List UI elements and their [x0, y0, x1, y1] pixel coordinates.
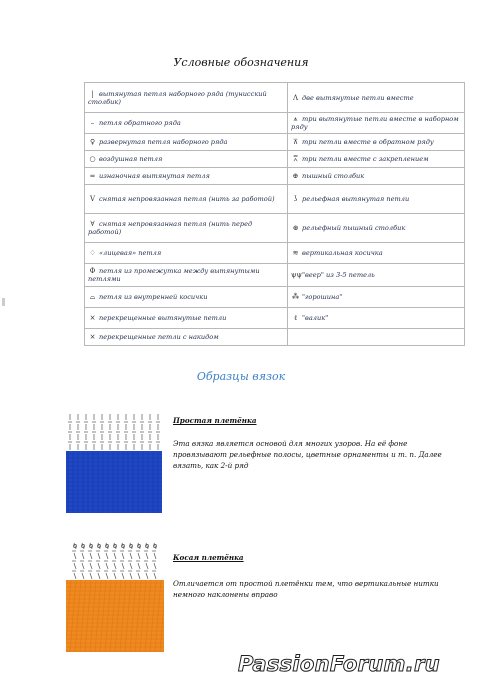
legend-cell-right	[288, 151, 465, 168]
stitch-symbol-icon: ⌓	[89, 293, 96, 301]
legend-label: "валик"	[302, 314, 329, 322]
sample-1-description: Эта вязка является основой для многих узоров. На её фоне провязывают рельефные полосы, цветные орнаменты и т. п. Далее вязать, как 2-й ряд	[173, 439, 442, 470]
stitch-symbol-icon: Φ	[89, 267, 96, 275]
stitch-symbol-icon: ♀	[89, 138, 96, 146]
legend-cell-left	[85, 113, 288, 134]
legend-cell-right	[288, 168, 465, 185]
legend-label: вертикальная косичка	[302, 249, 383, 257]
legend-cell-right	[288, 113, 465, 134]
legend-cell-right	[288, 308, 465, 329]
stitch-symbol-icon: Λ	[292, 93, 299, 102]
stitch-symbol-icon: ⊼	[292, 138, 299, 146]
sample-1-swatch-photo	[66, 451, 162, 513]
legend-cell-left	[85, 287, 288, 308]
legend-table	[84, 82, 465, 346]
stitch-symbol-icon: |	[91, 89, 94, 98]
stitch-symbol-icon: –	[90, 119, 95, 127]
legend-label: рельефный пышный столбик	[302, 224, 406, 232]
legend-row	[85, 83, 465, 113]
legend-cell-left	[85, 83, 288, 113]
legend-row	[85, 308, 465, 329]
legend-cell-left	[85, 264, 288, 287]
stitch-symbol-icon: ʖ	[293, 195, 298, 203]
legend-row	[85, 214, 465, 243]
stitch-symbol-icon: ψψ	[291, 271, 302, 279]
legend-cell-left	[85, 185, 288, 214]
legend-row	[85, 151, 465, 168]
stitch-symbol-icon: ⩞	[293, 155, 298, 163]
legend-label: "горошина"	[302, 293, 343, 301]
legend-row	[85, 329, 465, 346]
stitch-symbol-icon: ≂	[89, 172, 96, 180]
legend-label: три петли вместе в обратном ряду	[302, 138, 434, 146]
stitch-symbol-icon: ⊕	[292, 172, 299, 180]
legend-cell-left	[85, 134, 288, 151]
legend-cell-right	[288, 185, 465, 214]
legend-label: петля обратного ряда	[99, 119, 181, 127]
stitch-symbol-icon: ℓ	[293, 314, 298, 322]
stitch-symbol-icon: ⁂	[292, 293, 299, 301]
legend-row	[85, 264, 465, 287]
legend-title: Условные обозначения	[173, 56, 309, 69]
stitch-symbol-icon: V	[89, 195, 96, 203]
sample-1-chart-diagram	[66, 410, 164, 452]
legend-row	[85, 113, 465, 134]
samples-heading: Образцы вязок	[196, 370, 286, 383]
legend-row	[85, 243, 465, 264]
legend-label: две вытянутые петли вместе	[302, 93, 414, 102]
legend-label: воздушная петля	[99, 155, 163, 163]
legend-label: петля из внутренней косички	[99, 293, 208, 301]
legend-row	[85, 134, 465, 151]
legend-label: «лицевая» петля	[99, 249, 162, 257]
legend-label: снятая непровязанная петля (нить перед работой)	[88, 220, 253, 236]
sample-2-chart-diagram	[70, 539, 168, 581]
legend-cell-left	[85, 329, 288, 346]
legend-cell-right	[288, 134, 465, 151]
legend-label: пышный столбик	[302, 172, 365, 180]
legend-cell-left	[85, 151, 288, 168]
legend-cell-left	[85, 214, 288, 243]
legend-cell-right	[288, 264, 465, 287]
legend-label: снятая непровязанная петля (нить за работой)	[99, 195, 275, 203]
legend-cell-left	[85, 243, 288, 264]
legend-label: "веер" из 3-5 петель	[302, 271, 375, 279]
stitch-symbol-icon: ≋	[292, 249, 299, 257]
stitch-symbol-icon: ×	[89, 333, 96, 341]
legend-label: три вытянутые петли вместе в наборном ряду	[291, 115, 459, 131]
sample-2-title: Косая плетёнка	[173, 553, 244, 562]
legend-cell-right	[288, 214, 465, 243]
legend-label: петля из промежутка между вытянутыми петлями	[88, 267, 260, 283]
legend-label: три петли вместе с закреплением	[302, 155, 429, 163]
sample-2-swatch-photo	[66, 580, 164, 652]
legend-label: развернутая петля наборного ряда	[99, 138, 228, 146]
watermark: PassionForum.ru	[238, 652, 440, 676]
stitch-symbol-icon: ×	[89, 314, 96, 322]
legend-row	[85, 168, 465, 185]
stitch-symbol-icon: ∀	[90, 220, 95, 228]
stitch-symbol-icon: ♢	[89, 249, 96, 257]
legend-cell-left	[85, 308, 288, 329]
sample-2-description: Отличается от простой плетёнки тем, что вертикальные нитки немного наклонены вправо	[173, 579, 439, 599]
legend-label: изнаночная вытянутая петля	[99, 172, 210, 180]
legend-label: вытянутая петля наборного ряда (тунисский столбик)	[88, 89, 267, 106]
legend-cell-right	[288, 329, 465, 346]
legend-row	[85, 287, 465, 308]
legend-label: перекрещенные петли с накидом	[99, 333, 219, 341]
stitch-symbol-icon: ⊛	[292, 224, 299, 232]
legend-cell-right	[288, 83, 465, 113]
legend-cell-right	[288, 243, 465, 264]
legend-label: рельефная вытянутая петли	[302, 195, 410, 203]
legend-label: перекрещенные вытянутые петли	[99, 314, 227, 322]
scan-margin-mark	[2, 298, 5, 306]
sample-1-title: Простая плетёнка	[173, 416, 257, 425]
stitch-symbol-icon: ○	[89, 155, 96, 163]
stitch-symbol-icon: ⩚	[293, 115, 298, 123]
legend-cell-left	[85, 168, 288, 185]
legend-row	[85, 185, 465, 214]
legend-cell-right	[288, 287, 465, 308]
